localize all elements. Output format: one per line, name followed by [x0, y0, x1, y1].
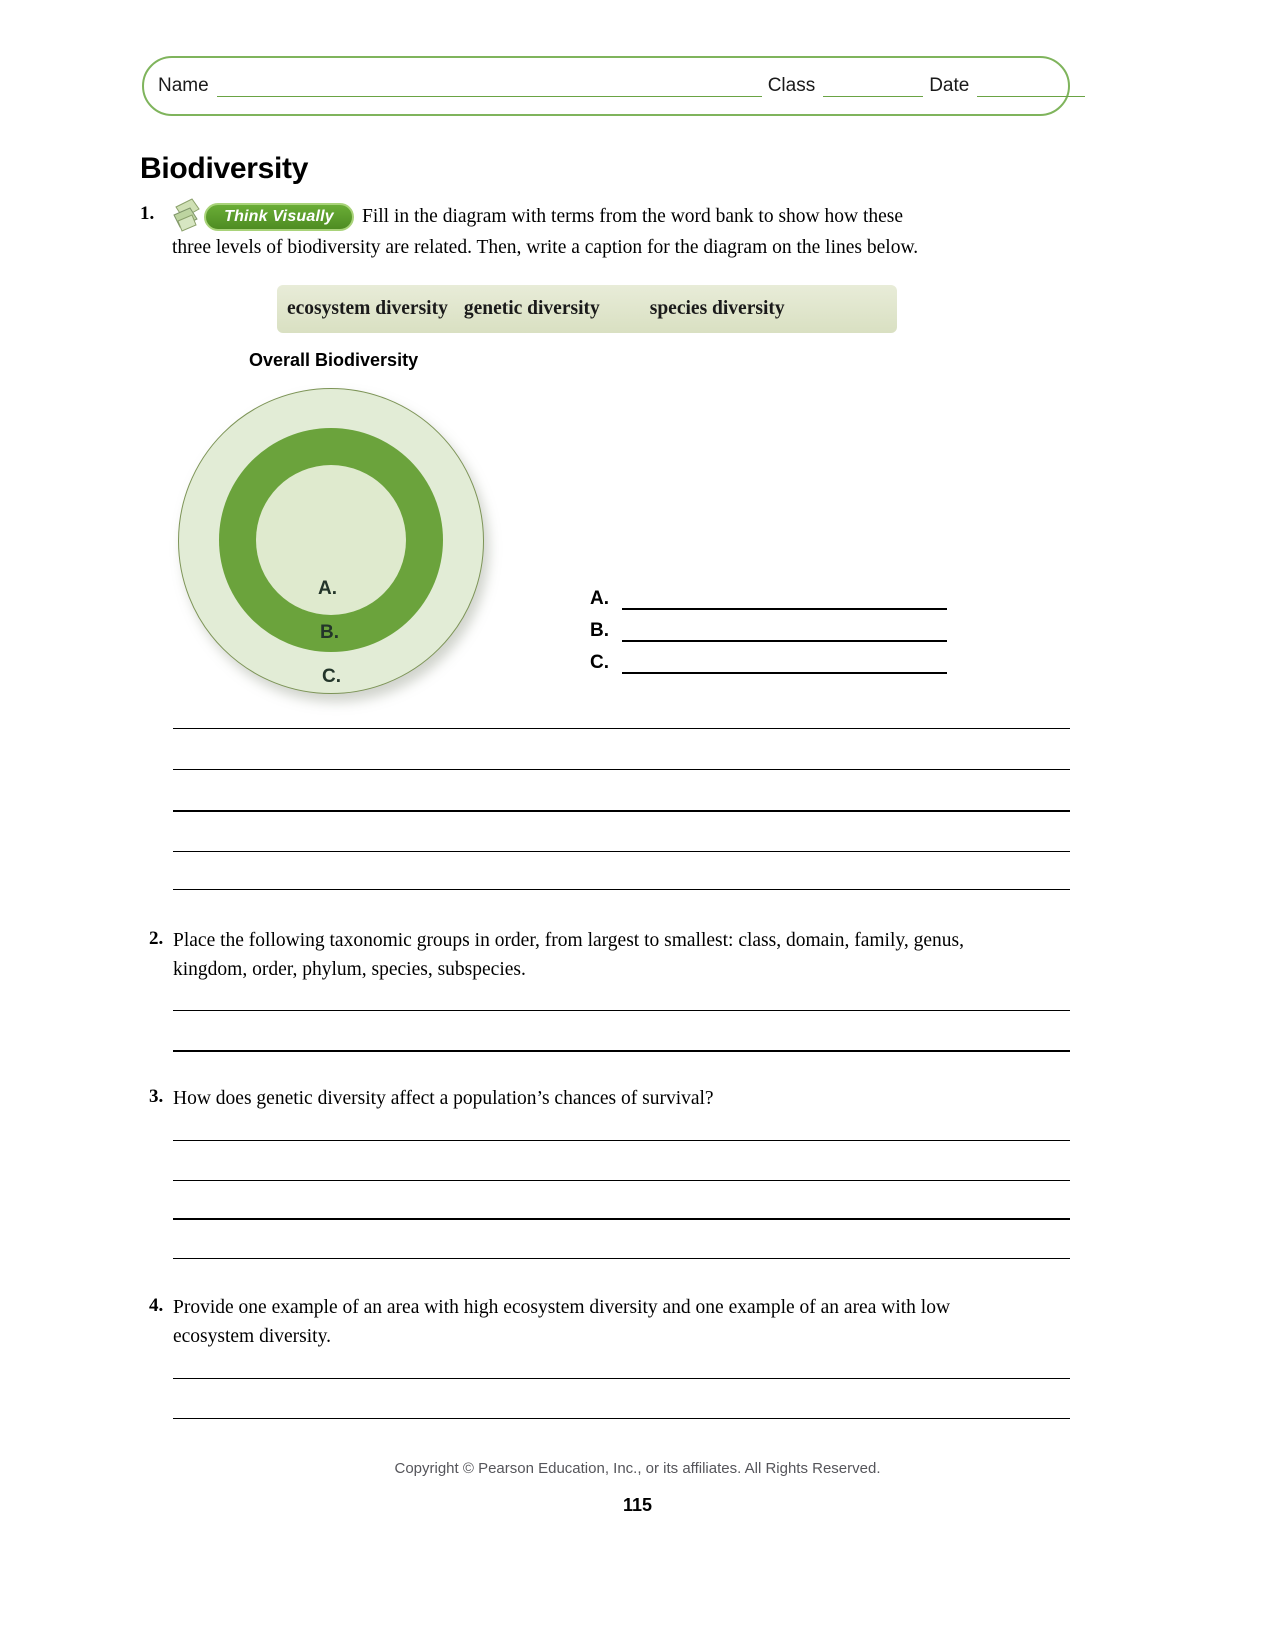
- q4-answer-line-2[interactable]: [173, 1418, 1070, 1419]
- q3-answer-line-4[interactable]: [173, 1258, 1070, 1259]
- paper-cards-icon: [172, 197, 206, 233]
- diagram-label-a: A.: [318, 578, 337, 599]
- word-bank-term-2: genetic diversity: [463, 298, 600, 319]
- word-bank-term-3: species diversity: [649, 298, 785, 319]
- answer-row-c: [590, 642, 947, 674]
- diagram-label-b: B.: [320, 622, 339, 643]
- q2-answer-line-2[interactable]: [173, 1050, 1070, 1052]
- q2-answer-line-1[interactable]: [173, 1010, 1070, 1011]
- q1-caption-line-5[interactable]: [173, 889, 1070, 890]
- question-2-number: 2.: [149, 928, 164, 949]
- answer-input-b[interactable]: [622, 618, 947, 642]
- answer-row-a: [590, 578, 947, 610]
- question-1-number: 1.: [140, 203, 155, 224]
- q1-caption-line-4[interactable]: [173, 851, 1070, 852]
- class-label: Class: [767, 75, 816, 96]
- q1-caption-line-2[interactable]: [173, 769, 1070, 770]
- date-input[interactable]: [977, 75, 1085, 97]
- question-1-rest: three levels of biodiversity are related. Then, write a caption for the diagram on the lines below.: [172, 236, 919, 258]
- answer-key-a: A.: [590, 588, 609, 609]
- answer-key-c: C.: [590, 652, 609, 673]
- name-label: Name: [158, 75, 209, 96]
- q3-answer-line-2[interactable]: [173, 1180, 1070, 1181]
- diagram-label-c: C.: [322, 666, 341, 687]
- q1-caption-line-3[interactable]: [173, 810, 1070, 812]
- question-3-text: How does genetic diversity affect a population’s chances of survival?: [173, 1088, 714, 1109]
- question-3-number: 3.: [149, 1086, 164, 1107]
- think-visually-badge: [204, 203, 354, 231]
- name-input[interactable]: [217, 75, 762, 97]
- question-4-number: 4.: [149, 1295, 164, 1316]
- answer-key-b: B.: [590, 620, 609, 641]
- page-number: 115: [622, 1495, 653, 1515]
- answer-row-b: [590, 610, 947, 642]
- answer-input-a[interactable]: [622, 586, 947, 610]
- page-title: Biodiversity: [140, 152, 309, 185]
- date-label: Date: [929, 75, 970, 96]
- word-bank-term-1: ecosystem diversity: [287, 298, 448, 319]
- diagram-title: Overall Biodiversity: [249, 350, 419, 370]
- question-2-text: Place the following taxonomic groups in order, from largest to smallest: class, domain, family, genus, kingdom, order, phylum, species, subspecies.: [173, 930, 964, 980]
- word-bank: [277, 285, 897, 333]
- q3-answer-line-3[interactable]: [173, 1218, 1070, 1220]
- question-1-line1: Fill in the diagram with terms from the word bank to show how these: [362, 206, 904, 227]
- biodiversity-circle-diagram: [178, 388, 488, 710]
- think-visually-label: Think Visually: [224, 208, 334, 226]
- copyright-notice: Copyright © Pearson Education, Inc., or its affiliates. All Rights Reserved.: [394, 1460, 881, 1477]
- answer-input-c[interactable]: [622, 650, 947, 674]
- question-4-text: Provide one example of an area with high ecosystem diversity and one example of an area with low ecosystem diversity.: [173, 1297, 951, 1347]
- q3-answer-line-1[interactable]: [173, 1140, 1070, 1141]
- student-info-header: [142, 56, 1070, 116]
- q4-answer-line-1[interactable]: [173, 1378, 1070, 1379]
- question-1-text: [172, 202, 1002, 262]
- think-visually-badge-group: [172, 203, 358, 233]
- q1-caption-line-1[interactable]: [173, 728, 1070, 729]
- class-input[interactable]: [823, 75, 923, 97]
- diagram-answer-lines: [590, 578, 947, 674]
